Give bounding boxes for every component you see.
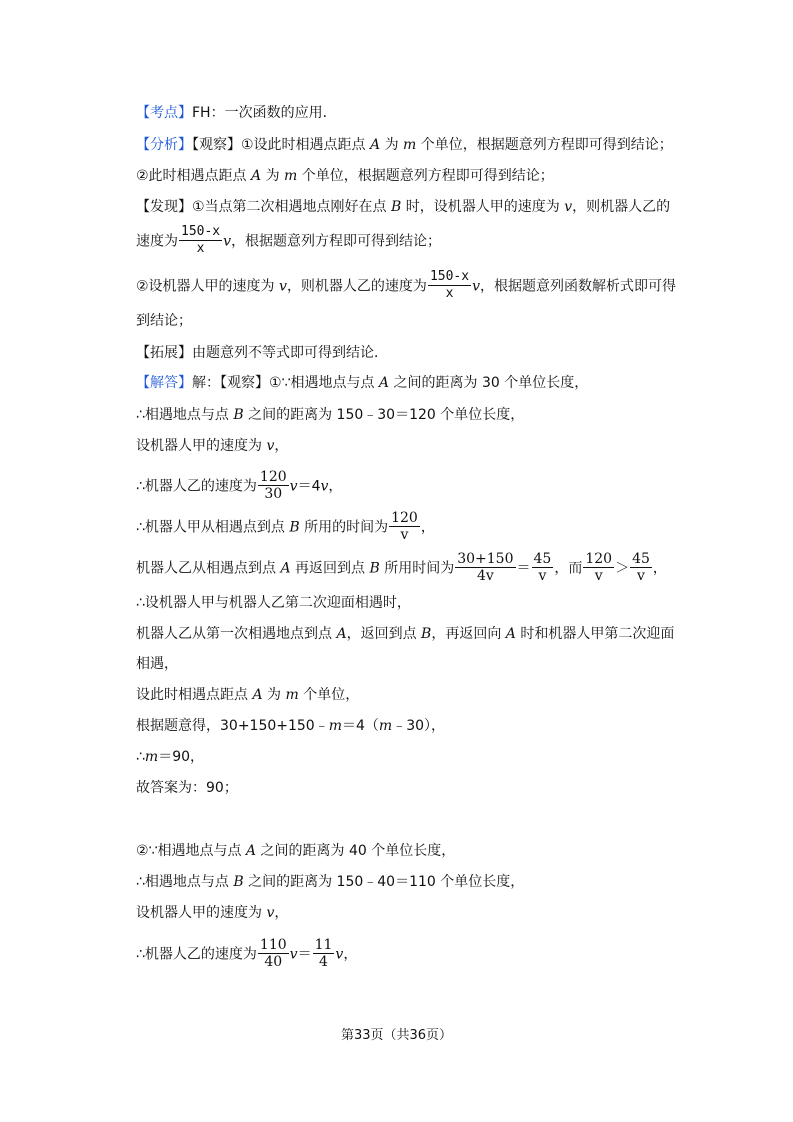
faxian-line-2	[136, 225, 441, 258]
kaodian-text: FH：一次函数的应用．	[192, 105, 337, 121]
tuozhan-line	[136, 343, 388, 363]
var-v: v	[289, 478, 298, 495]
text: 到结论；	[136, 313, 192, 329]
var-v: v	[335, 946, 344, 963]
var-B: B	[289, 519, 300, 536]
text: 速度为	[136, 233, 178, 250]
text: 设机器人甲的速度为	[136, 905, 267, 921]
var-B: B	[233, 874, 244, 890]
text: 为	[261, 168, 285, 184]
fraction-numerator: 120	[259, 469, 287, 485]
text: ，	[420, 519, 435, 536]
jieda-line-3	[136, 436, 288, 456]
text: ﹣30），	[392, 718, 446, 734]
text: ②此时相遇点距点	[136, 168, 252, 184]
text: ，根据题意列函数解析式即可得	[480, 278, 676, 295]
fraction-110-over-40	[258, 937, 289, 970]
var-m: m	[403, 137, 417, 153]
text: 机器人乙从相遇点到点	[136, 560, 281, 577]
var-B: B	[233, 407, 244, 423]
fraction-denominator: 4v	[476, 568, 494, 584]
text: 之间的距离为 30 个单位长度，	[389, 375, 589, 391]
jieda-line-1	[136, 373, 588, 393]
var-B: B	[369, 560, 380, 577]
fraction-numerator: 45	[632, 551, 650, 567]
text: ∴相遇地点与点	[136, 874, 234, 890]
text: 再返回到点	[290, 560, 370, 577]
text: 个单位，根据题意列方程即可得到结论；	[416, 137, 673, 153]
text: 相遇，	[136, 656, 178, 672]
var-v: v	[279, 278, 287, 295]
fraction-11-over-4	[313, 937, 335, 970]
fraction-denominator: 40	[264, 954, 283, 970]
var-v: v	[266, 438, 275, 454]
text: ，返回到点	[346, 626, 422, 642]
jieda-line-11	[136, 716, 445, 736]
fraction-numerator: 11	[314, 937, 333, 953]
text: ＝4（	[342, 718, 379, 734]
fraction-numerator: 30+150	[457, 551, 514, 567]
var-m: m	[285, 687, 299, 703]
fraction-numerator: 45	[533, 551, 552, 567]
text: ，则机器人乙的	[572, 199, 671, 215]
part2-line-4	[136, 938, 357, 971]
var-A: A	[370, 137, 381, 153]
fraction-45-over-v	[532, 551, 554, 584]
text: 之间的距离为 150﹣40＝110 个单位长度，	[243, 874, 525, 890]
fraction-numerator: 150-x	[181, 224, 221, 239]
jieda-line-8	[136, 624, 674, 644]
text: ＝4	[297, 478, 321, 495]
var-v: v	[289, 946, 298, 963]
var-A: A	[251, 168, 262, 184]
var-v: v	[472, 278, 480, 295]
text: 故答案为：90；	[136, 780, 238, 796]
jieda-line-12	[136, 747, 204, 767]
fraction-denominator: v	[594, 568, 603, 584]
text: ∴机器人乙的速度为	[136, 946, 257, 963]
fraction-denominator: v	[400, 527, 409, 543]
fraction-denominator: 30	[264, 486, 283, 502]
var-v: v	[223, 233, 232, 250]
var-m: m	[378, 718, 393, 734]
text: 个单位，根据题意列方程即可得到结论；	[297, 168, 554, 184]
var-A: A	[252, 687, 263, 703]
jieda-line-9	[136, 654, 178, 674]
text: ②∵相遇地点与点	[136, 843, 246, 859]
var-A: A	[336, 626, 347, 642]
fraction-denominator: v	[637, 568, 645, 584]
text: ，再返回向	[431, 626, 506, 642]
text: ∴机器人甲从相遇点到点	[136, 519, 290, 536]
text: 机器人乙从第一次相遇地点到点	[136, 626, 337, 642]
text: ＝90，	[158, 749, 205, 765]
part2-line-3	[136, 903, 288, 923]
var-A: A	[280, 560, 291, 577]
var-v: v	[564, 199, 573, 215]
page-footer: 第33页（共36页）	[340, 1028, 453, 1043]
jieda-line-5	[136, 511, 435, 544]
fraction-denominator: x	[445, 286, 454, 301]
jieda-line-10	[136, 685, 359, 705]
jieda-line-2	[136, 405, 524, 425]
text: ＝	[516, 560, 531, 577]
text: 【发现】①当点第二次相遇地点刚好在点	[136, 199, 391, 215]
text: ∴	[136, 749, 145, 765]
fraction-numerator: 150-x	[429, 269, 470, 284]
jieda-line-7	[136, 593, 411, 613]
text: 【观察】①设此时相遇点距点	[192, 137, 371, 153]
text: 所用的时间为	[299, 519, 389, 536]
fraction-150-x-over-x	[179, 224, 222, 257]
var-m: m	[328, 718, 342, 734]
var-v: v	[266, 905, 275, 921]
fraction-denominator: 4	[319, 954, 328, 970]
part2-line-1	[136, 841, 455, 861]
fraction-45-over-v	[630, 551, 652, 584]
text: ，	[652, 560, 667, 577]
fraction-numerator: 120	[391, 510, 418, 526]
var-B: B	[421, 626, 432, 642]
text: ∴相遇地点与点	[136, 407, 234, 423]
text: 时和机器人甲第二次迎面	[515, 626, 675, 642]
var-B: B	[391, 199, 402, 215]
jieda-line-13	[136, 778, 238, 798]
var-v: v	[320, 478, 329, 495]
var-A: A	[505, 626, 516, 642]
kaodian-line	[136, 103, 337, 123]
fraction-denominator: v	[538, 568, 547, 584]
text: 为	[262, 687, 286, 703]
faxian-line-1	[136, 197, 670, 217]
faxian-line-4	[136, 311, 192, 331]
text: ＞	[615, 560, 630, 577]
fraction-numerator: 120	[585, 551, 613, 567]
text: 解：【观察】①∵相遇地点与点	[192, 375, 379, 391]
jieda-line-4	[136, 470, 342, 503]
text: ，	[274, 905, 289, 921]
fenxi-tag: 【分析】	[136, 137, 192, 153]
text: 设机器人甲的速度为	[136, 438, 267, 454]
fraction-denominator: x	[196, 241, 205, 256]
text: 设此时相遇点距点	[136, 687, 253, 703]
part2-line-2	[136, 872, 524, 892]
text: ，则机器人乙的速度为	[286, 278, 427, 295]
fenxi-line-2	[136, 166, 554, 186]
jieda-tag: 【解答】	[136, 375, 192, 391]
fraction-120-over-v	[583, 551, 614, 584]
fraction-120-over-v	[389, 510, 420, 543]
text: 所用时间为	[379, 560, 455, 577]
var-m: m	[284, 168, 298, 184]
text: 根据题意得，30+150+150﹣	[136, 718, 329, 734]
text: ＝	[297, 946, 312, 963]
text: ②设机器人甲的速度为	[136, 278, 280, 295]
text: 个单位，	[298, 687, 360, 703]
text: 为	[380, 137, 404, 153]
fraction-numerator: 110	[259, 937, 287, 953]
text: ∴机器人乙的速度为	[136, 478, 257, 495]
fenxi-line-1	[136, 135, 673, 155]
fraction-120-over-30	[258, 469, 289, 502]
text: ∴设机器人甲与机器人乙第二次迎面相遇时，	[136, 595, 411, 611]
fraction-30-150-over-4v	[455, 551, 515, 584]
text: 之间的距离为 150﹣30＝120 个单位长度，	[243, 407, 525, 423]
jieda-line-6	[136, 552, 667, 585]
text: ，根据题意列方程即可得到结论；	[231, 233, 442, 250]
text: ，而	[554, 560, 583, 577]
var-A: A	[378, 375, 390, 391]
var-A: A	[245, 843, 257, 859]
text: 【拓展】由题意列不等式即可得到结论．	[136, 345, 388, 361]
kaodian-tag: 【考点】	[136, 105, 192, 121]
text: ，	[328, 478, 343, 495]
fraction-150-x-over-x	[428, 269, 471, 302]
faxian-line-3	[136, 270, 676, 303]
var-m: m	[144, 749, 159, 765]
text: 时，设机器人甲的速度为	[401, 199, 565, 215]
text: ，	[343, 946, 358, 963]
text: 之间的距离为 40 个单位长度，	[256, 843, 456, 859]
text: ，	[274, 438, 289, 454]
